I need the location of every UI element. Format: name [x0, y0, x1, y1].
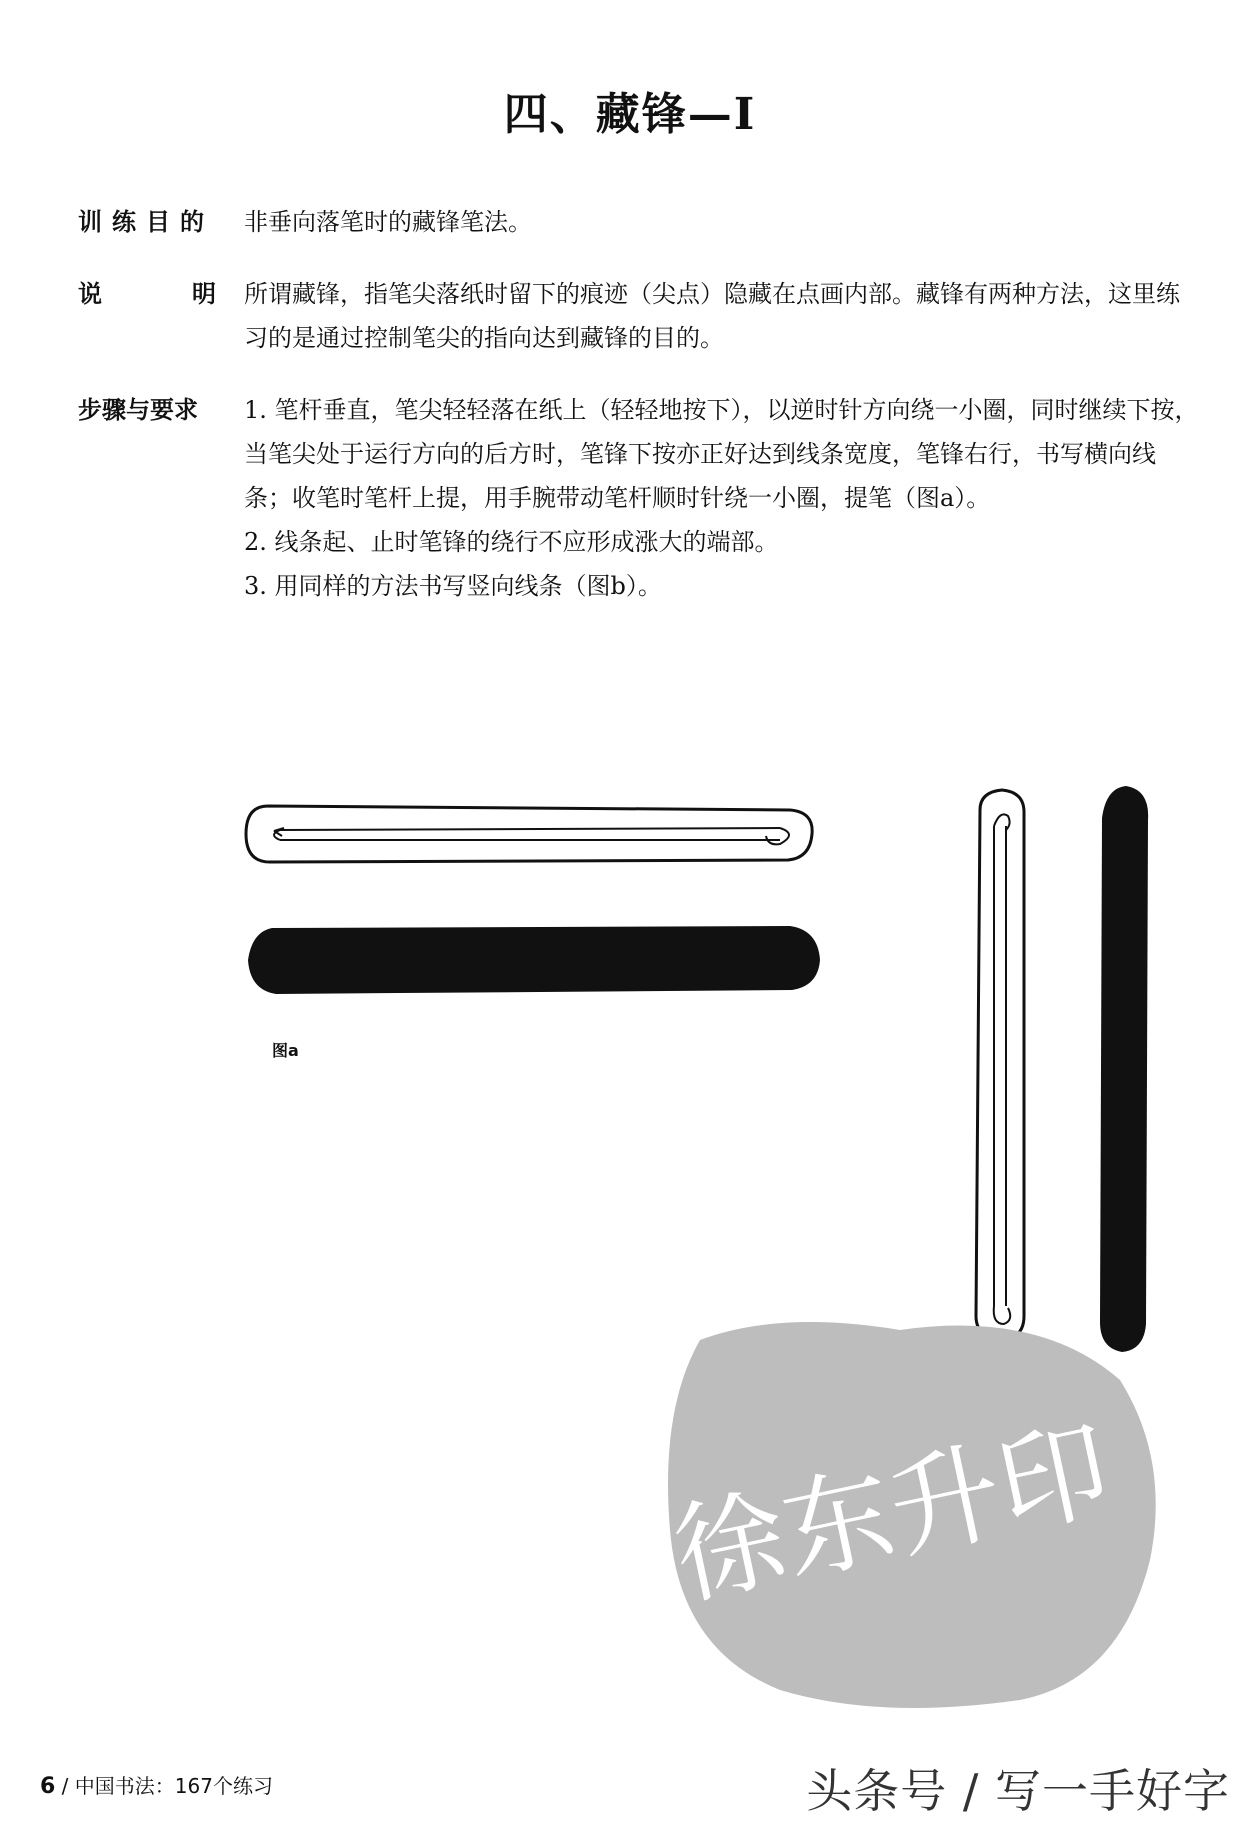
figure-b-outline-stroke: [968, 786, 1032, 1346]
steps-label: 步骤与要求: [78, 396, 198, 424]
step-item: 3. 用同样的方法书写竖向线条（图b）。: [244, 572, 662, 600]
explanation-label-a: 说: [78, 280, 102, 308]
step-item: 2. 线条起、止时笔锋的绕行不应形成涨大的端部。: [244, 528, 779, 556]
watermark-text: 头条号 / 写一手好字: [806, 1764, 1230, 1818]
figure-a-ink-stroke: [242, 920, 824, 1000]
steps-list: [244, 388, 1199, 608]
seal-stamp: [640, 1300, 1180, 1720]
goal-section: [78, 200, 1198, 250]
steps-section: [78, 388, 1199, 600]
footer: [40, 1770, 273, 1799]
figure-b-ink-stroke: [1092, 784, 1154, 1354]
explanation-text: 所谓藏锋，指笔尖落纸时留下的痕迹（尖点）隐藏在点画内部。藏锋有两种方法，这里练习的是通过控制笔尖的指向达到藏锋的目的。: [244, 280, 1180, 352]
goal-text: 非垂向落笔时的藏锋笔法。: [244, 208, 532, 236]
page-number: 6: [40, 1774, 56, 1799]
step-item: 1. 笔杆垂直，笔尖轻轻落在纸上（轻轻地按下），以逆时针方向绕一小圈，同时继续下按，当笔尖处于运行方向的后方时，笔锋下按亦正好达到线条宽度，笔锋右行，书写横向线条；收笔时笔杆上提，用手腕带动笔杆顺时针绕一小圈，提笔（图a）。: [244, 396, 1199, 512]
figure-a-outline-stroke: [240, 800, 820, 870]
explanation-section: [78, 272, 1198, 372]
goal-label: 训练目的: [78, 208, 214, 236]
explanation-label: [78, 272, 216, 316]
explanation-label-b: 明: [192, 280, 216, 308]
seal-text: 徐东升印: [663, 1404, 1121, 1622]
book-title: / 中国书法：167个练习: [61, 1774, 273, 1798]
page-title: 四、藏锋—Ⅰ: [503, 89, 757, 140]
figure-a-caption: 图a: [272, 1041, 299, 1060]
